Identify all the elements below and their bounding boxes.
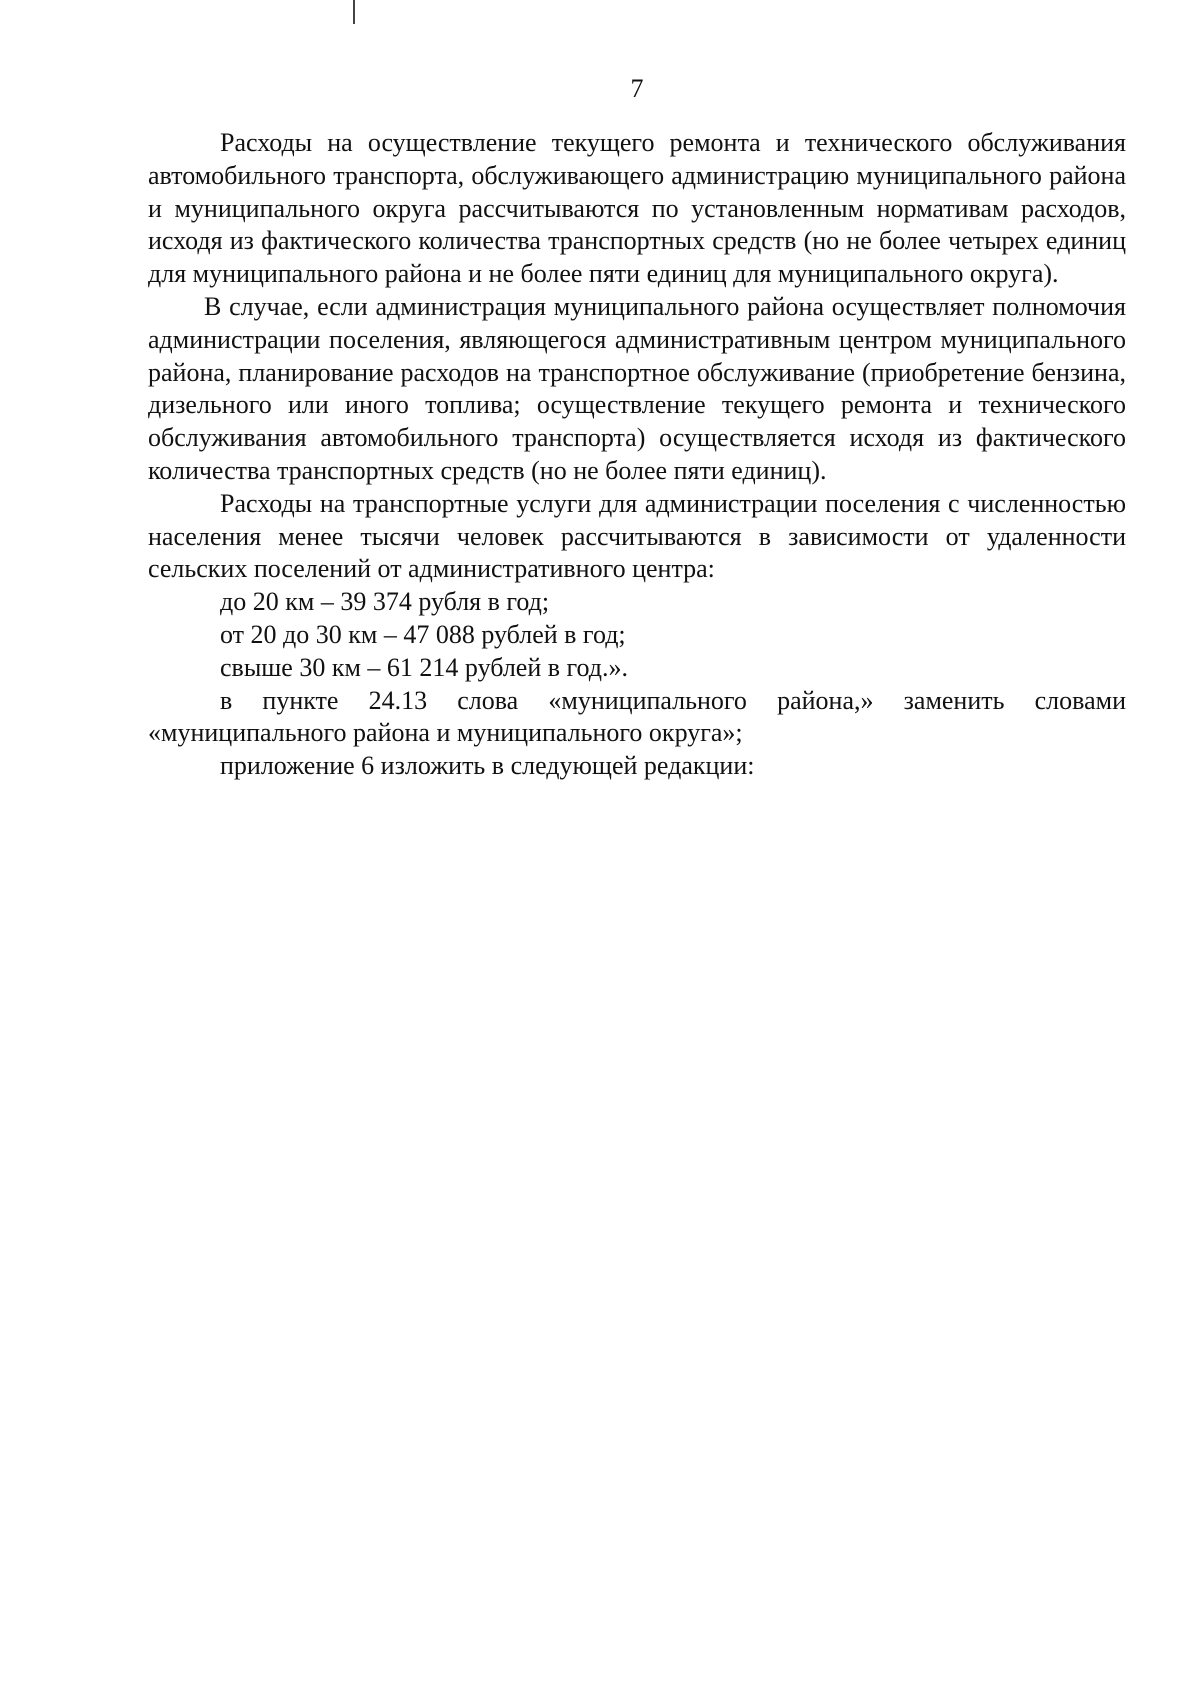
rate-item-20-to-30km: от 20 до 30 км – 47 088 рублей в год; <box>220 619 626 649</box>
paragraph-appendix-6: приложение 6 изложить в следующей редакции: <box>220 751 755 781</box>
page-number: 7 <box>630 74 644 103</box>
document-body <box>148 127 1126 783</box>
paragraph-vehicle-maintenance: Расходы на осуществление текущего ремонта и технического обслуживания автомобильного транспорта, обслуживающего администрацию муниципального района и муниципального округа рассчитываются по установленным нормативам расходов, исходя из фактического количества транспортных средств (но не более четырех единиц для муниципального района и не более пяти единиц для муниципального округа). <box>148 128 1126 289</box>
paragraph-district-powers: В случае, если администрация муниципального района осуществляет полномочия администрации поселения, являющегося административным центром муниципального района, планирование расходов на транспортное обслуживание (приобретение бензина, дизельного или иного топлива; осуществление текущего ремонта и технического обслуживания автомобильного транспорта) осуществляется исходя из фактического количества транспортных средств (но не более пяти единиц). <box>148 291 1126 485</box>
rate-item-over-30km: свыше 30 км – 61 214 рублей в год.». <box>220 652 629 682</box>
rate-item-up-to-20km: до 20 км – 39 374 рубля в год; <box>220 587 550 617</box>
paragraph-amendment-24-13: в пункте 24.13 слова «муниципального района,» заменить словами «муниципального района и муниципального округа»; <box>148 685 1126 748</box>
paragraph-transport-services: Расходы на транспортные услуги для администрации поселения с численностью населения менее тысячи человек рассчитываются в зависимости от удаленности сельских поселений от административного центра: <box>148 488 1126 584</box>
scan-edge-mark <box>353 0 355 24</box>
